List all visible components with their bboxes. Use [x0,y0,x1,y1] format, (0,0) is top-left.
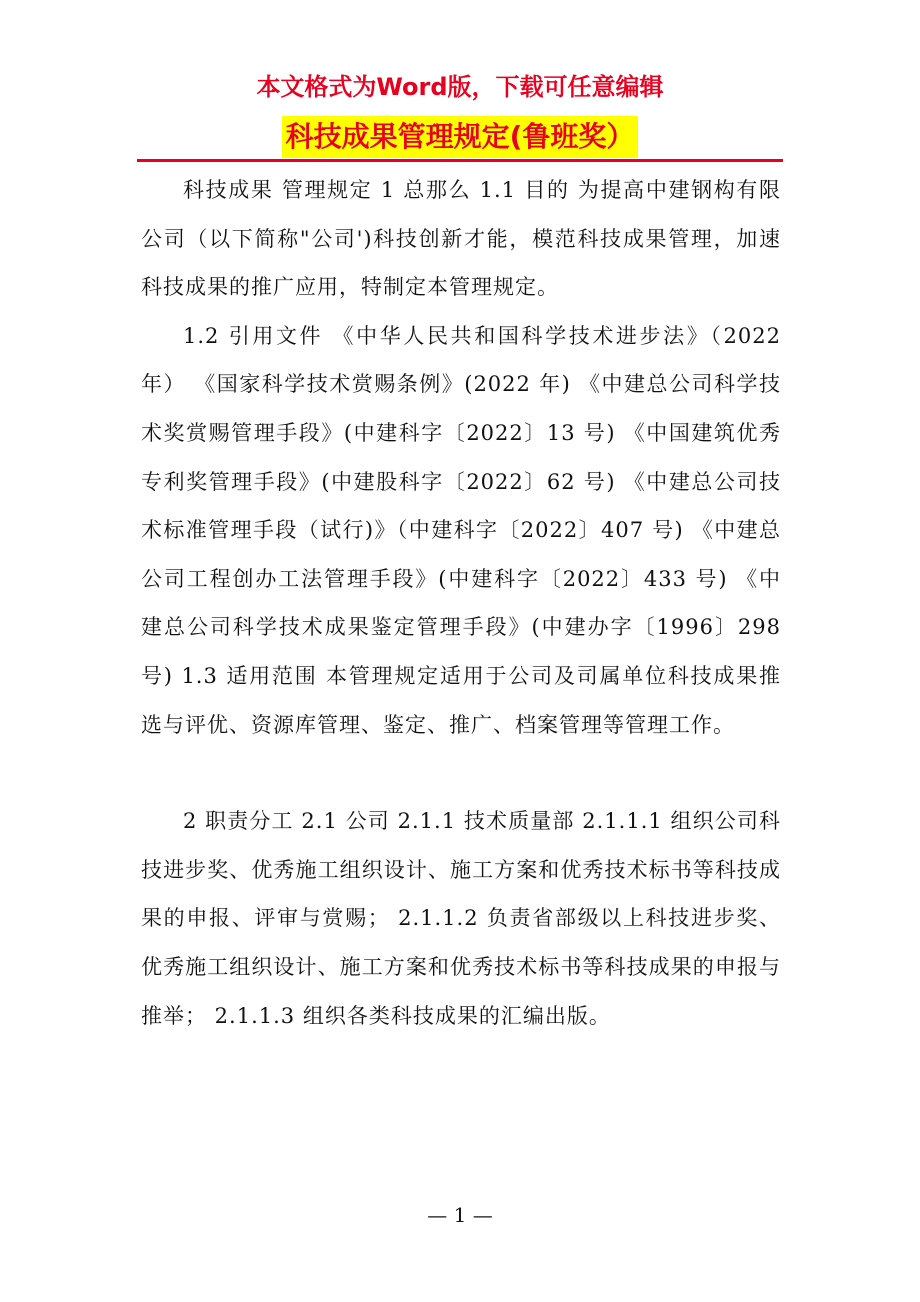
title-container [0,116,920,158]
download-notice: 本文格式为Word版，下载可任意编辑 [256,73,664,101]
paragraph-responsibilities: 2 职责分工 2.1 公司 2.1.1 技术质量部 2.1.1.1 组织公司科技进步奖、优秀施工组织设计、施工方案和优秀技术标书等科技成果的申报、评审与赏赐； 2.1.1.2 负责省部级以上科技进步奖、优秀施工组织设计、施工方案和优秀技术标书等科技成果的申报与推举； 2.1.1.3 组织各类科技成果的汇编出版。 [141,809,781,1028]
paragraph-general: 科技成果 管理规定 1 总那么 1.1 目的 为提高中建钢构有限公司（以下简称"公司')科技创新才能，模范科技成果管理，加速科技成果的推广应用，特制定本管理规定。 [141,178,781,300]
document-title: 科技成果管理规定(鲁班奖） [282,116,639,158]
page-number: — 1 — [427,1203,493,1227]
title-divider [137,159,783,162]
document-body [141,166,781,1040]
paragraph-references-scope: 1.2 引用文件 《中华人民共和国科学技术进步法》（2022 年） 《国家科学技术赏赐条例》(2022 年) 《中建总公司科学技术奖赏赐管理手段》(中建科字〔2022〕13 号) 《中国建筑优秀专利奖管理手段》(中建股科字〔2022〕62 号) 《中建总公司技术标准管理手段（试行)》（中建科字〔2022〕407 号) 《中建总公司工程创办工法管理手段》(中建科字〔2022〕433 号) 《中建总公司科学技术成果鉴定管理手段》(中建办字〔1996〕298 号) 1.3 适用范围 本管理规定适用于公司及司属单位科技成果推选与评优、资源库管理、鉴定、推广、档案管理等管理工作。 [141,323,781,737]
